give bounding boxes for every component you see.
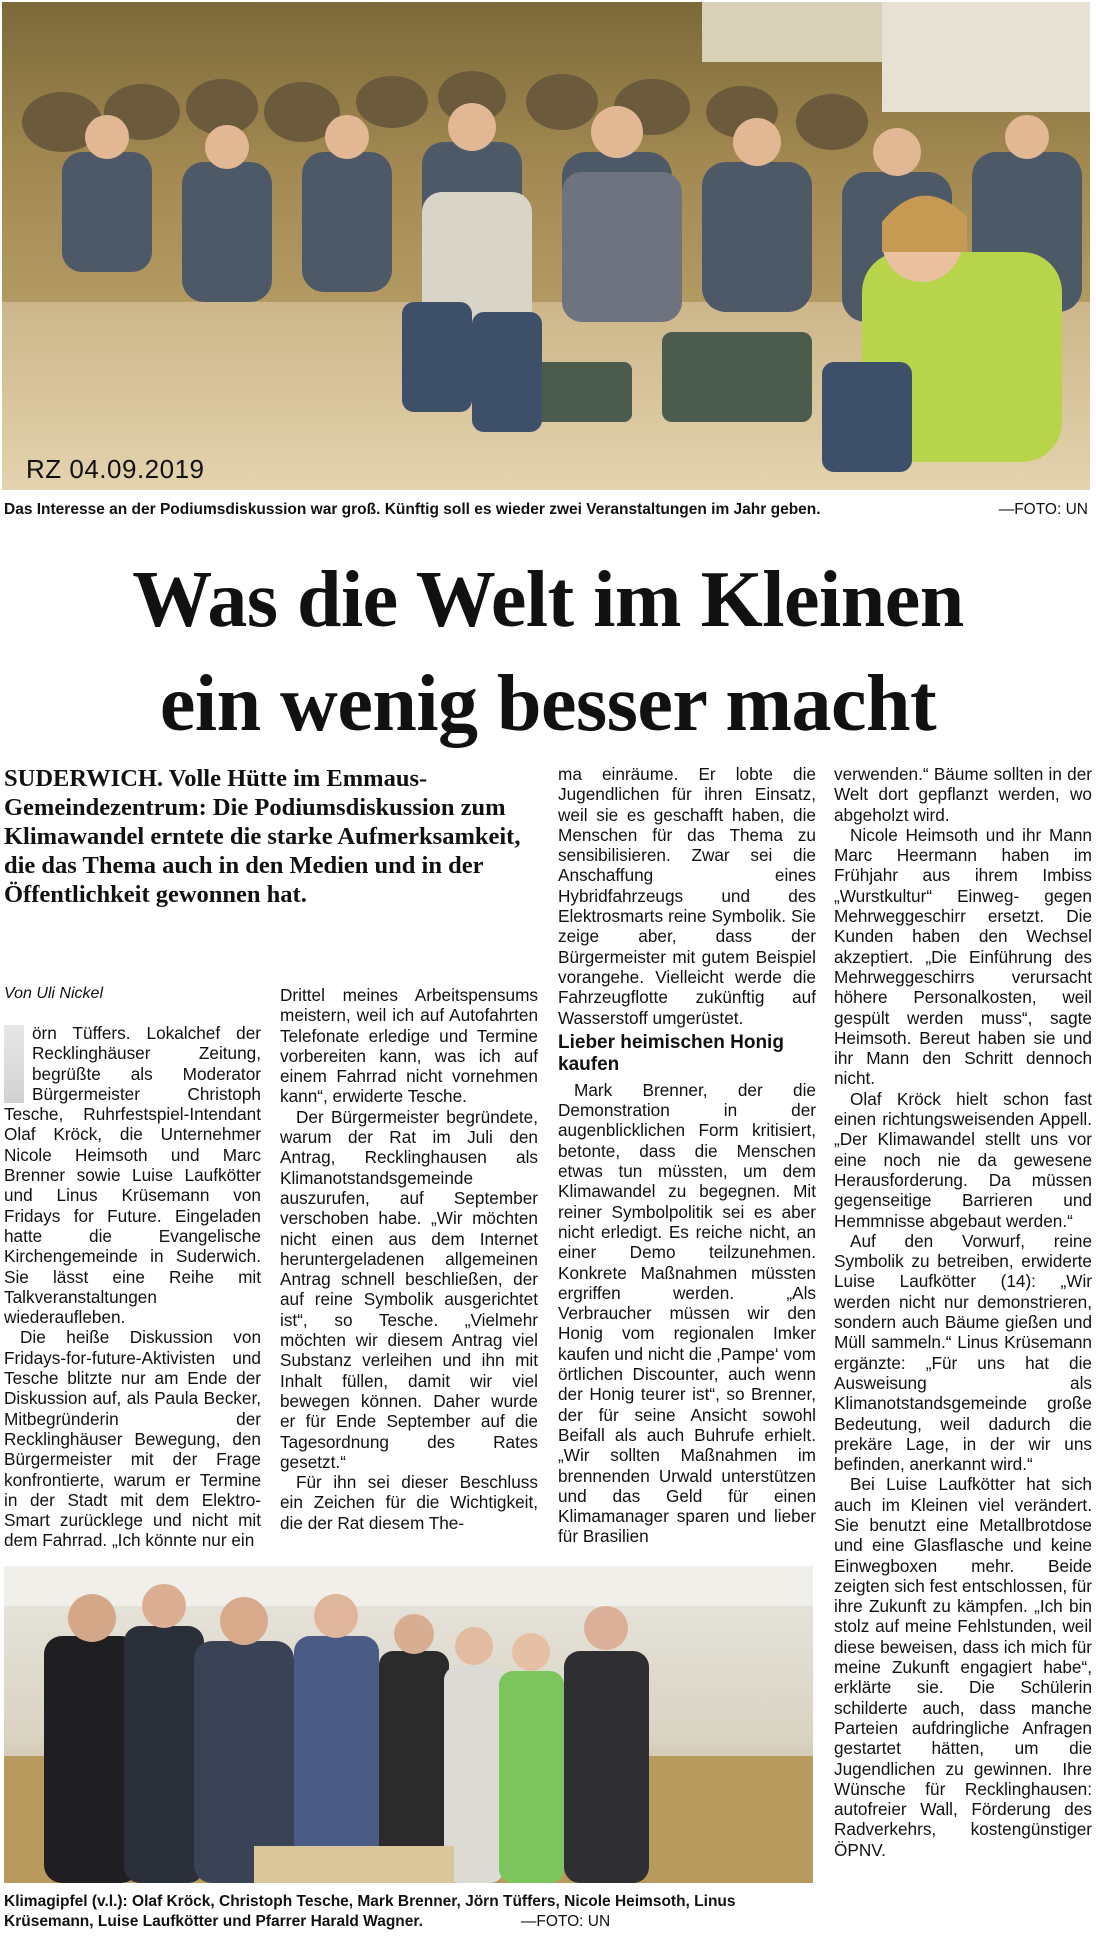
paragraph: Auf den Vorwurf, reine Symbolik zu betreiben, erwiderte Luise Laufkötter (14): „Wir werden nicht nur demonstrieren, sondern auch Bäume gießen und Müll sammeln.“ Linus Krüsemann ergänzte: „Für uns hat die Ausweisung als Klimanotstandsgemeinde große Bedeutung, weil dadurch die prekäre Lage, in der wir uns befinden, anerkannt wird.“	[834, 1230, 1092, 1475]
headline	[0, 548, 1096, 756]
paragraph: ma einräume. Er lobte die Jugendlichen für ihren Einsatz, weil sie es geschafft haben, die Menschen für das Thema zu sensibilisieren. Zwar sei die Anschaffung eines Hybridfahrzeugs und des Elektrosmarts reine Symbolik. Sie zeige aber, dass der Bürgermeister mit gutem Beispiel vorangehe. Vielleicht werde die Fahrzeugflotte zukünftig auf Wasserstoff umgerüstet.	[558, 764, 816, 1028]
headline-line-2: ein wenig besser macht	[159, 660, 937, 748]
paragraph: verwenden.“ Bäume sollten in der Welt dort gepflanzt werden, wo abgeholzt wird.	[834, 764, 1092, 825]
top-photo-caption	[4, 501, 1092, 519]
paragraph: Mark Brenner, der die Demonstration in der augenblicklichen Form kritisiert, betonte, dass die Menschen etwas tun müssten, um dem Klimawandel zu begegnen. Mit reiner Symbolpolitik sei es aber nicht erledigt. Es reiche nicht, an einer Demo teilzunehmen. Konkrete Maßnahmen müssten ergriffen werden. „Als Verbraucher müssen wir den Honig vom regionalen Imker kaufen und nicht die ‚Pampe‘ vom örtlichen Discounter, auch wenn der Honig teurer ist“, so Brenner, der für seine Ansicht sowohl Beifall als auch Buhrufe erhielt. „Wir sollten Maßnahmen im brennenden Urwald unterstützen und das Geld für einen Klimamanager sparen und lieber für Brasilien	[558, 1079, 816, 1547]
paragraph: Bei Luise Laufkötter hat sich auch im Kleinen viel verändert. Sie benutzt eine Metallbrotdose und eine Glasflasche und keine Einwegboxen mehr. Beide zeigten sich fest entschlossen, für ihre Zukunft zu kämpfen. „Ich bin stolz auf meine Fehlstunden, weil diese beweisen, dass ich mich für meine Zukunft engagiert habe“, erklärte sie. Die Schülerin schilderte auch, dass manche Parteien aufdringliche Anfragen gestartet hätten, um die Jugendlichen zu gewinnen. Ihre Wünsche für Recklinghausen: autofreier Wall, Förderung des Radverkehrs, kostengünstiger ÖPNV.	[834, 1474, 1092, 1860]
top-photo-audience	[2, 2, 1090, 490]
bottom-photo-panel	[4, 1566, 813, 1883]
paragraph: Nicole Heimsoth und ihr Mann Marc Heermann haben im Frühjahr aus ihrem Imbiss „Wurstkultur“ Einweg- gegen Mehrweggeschirr ersetzt. Die Kunden haben den Wechsel akzeptiert. „Die Einführung des Mehrweggeschirrs verursacht höhere Personalkosten, weil gespült werden muss“, sagte Heimsoth. Bereut haben sie und ihr Mann den Schritt dennoch nicht.	[834, 824, 1092, 1089]
paragraph: Der Bürgermeister begründete, warum der Rat im Juli den Antrag, Recklinghausen als Klimanotstandsgemeinde auszurufen, auf September verschoben habe. „Wir möchten nicht einen aus dem Internet heruntergeladenen allgemeinen Antrag schnell beschließen, der auf reine Symbolik ausgerichtet ist“, so Tesche. „Vielmehr möchten wir diesem Antrag viel Substanz verleihen und ihn mit Inhalt füllen, damit wir viel bewegen können. Daher wurde er für Ende September auf die Tagesordnung des Rates gesetzt.“	[280, 1106, 538, 1472]
article-column-3	[558, 764, 816, 1547]
paragraph: Für ihn sei dieser Beschluss ein Zeichen für die Wichtigkeit, die der Rat diesem The-	[280, 1472, 538, 1533]
date-stamp: RZ 04.09.2019	[26, 454, 205, 484]
article-column-1	[4, 1023, 261, 1551]
paragraph: Olaf Kröck hielt schon fast einen richtungsweisenden Appell. „Der Klimawandel stellt uns vor eine noch nie da gewesene Herausforderung. Da müssen gegenseitige Barrieren und Hemmnisse abgebaut werden.“	[834, 1088, 1092, 1231]
drop-cap	[4, 1025, 24, 1103]
article-column-2	[280, 985, 538, 1533]
lead-paragraph: SUDERWICH. Volle Hütte im Emmaus-Gemeindezentrum: Die Podiumsdiskussion zum Klimawandel erntete die starke Aufmerksamkeit, die das Thema auch in den Medien und in der Öffentlichkeit gewonnen hat.	[4, 765, 521, 908]
paragraph: örn Tüffers. Lokalchef der Recklinghäuser Zeitung, begrüßte als Moderator Bürgermeister Christoph Tesche, Ruhrfestspiel-Intendant Olaf Kröck, die Unternehmer Nicole Heimsoth und Marc Brenner sowie Luise Laufkötter und Linus Krüsemann von Fridays for Future. Eingeladen hatte die Evangelische Kirchengemeinde in Suderwich. Sie lässt eine Reihe mit Talkveranstaltungen wiederaufleben.	[4, 1023, 261, 1328]
headline-line-1: Was die Welt im Kleinen	[132, 556, 964, 644]
photo-credit: —FOTO: UN	[520, 1913, 611, 1930]
caption-text: Das Interesse an der Podiumsdiskussion war groß. Künftig soll es wieder zwei Veranstaltungen im Jahr geben.	[4, 501, 821, 518]
paragraph: Drittel meines Arbeitspensums meistern, weil ich auf Autofahrten Telefonate erledige und Termine vorbereiten kann, was ich auf einem Fahrrad nicht vornehmen kann“, erwiderte Tesche.	[280, 985, 538, 1107]
subheading: Lieber heimischen Honig kaufen	[558, 1031, 784, 1075]
caption-text: Klimagipfel (v.l.): Olaf Kröck, Christoph Tesche, Mark Brenner, Jörn Tüffers, Nicole Heimsoth, Linus Krüsemann, Luise Laufkötter und Pfarrer Harald Wagner.	[4, 1893, 736, 1930]
byline: Von Uli Nickel	[4, 985, 103, 1002]
bottom-photo-caption	[4, 1892, 813, 1932]
photo-credit: —FOTO: UN	[998, 501, 1088, 518]
paragraph: Die heiße Diskussion von Fridays-for-future-Aktivisten und Tesche blitzte nur am Ende der Diskussion auf, als Paula Becker, Mitbegründerin der Recklinghäuser Bewegung, den Bürgermeister mit der Frage konfrontierte, warum er Termine in der Stadt mit dem Elektro-Smart zurücklege und nicht mit dem Fahrrad. „Ich könnte nur ein	[4, 1327, 261, 1551]
article-column-4	[834, 764, 1092, 1860]
